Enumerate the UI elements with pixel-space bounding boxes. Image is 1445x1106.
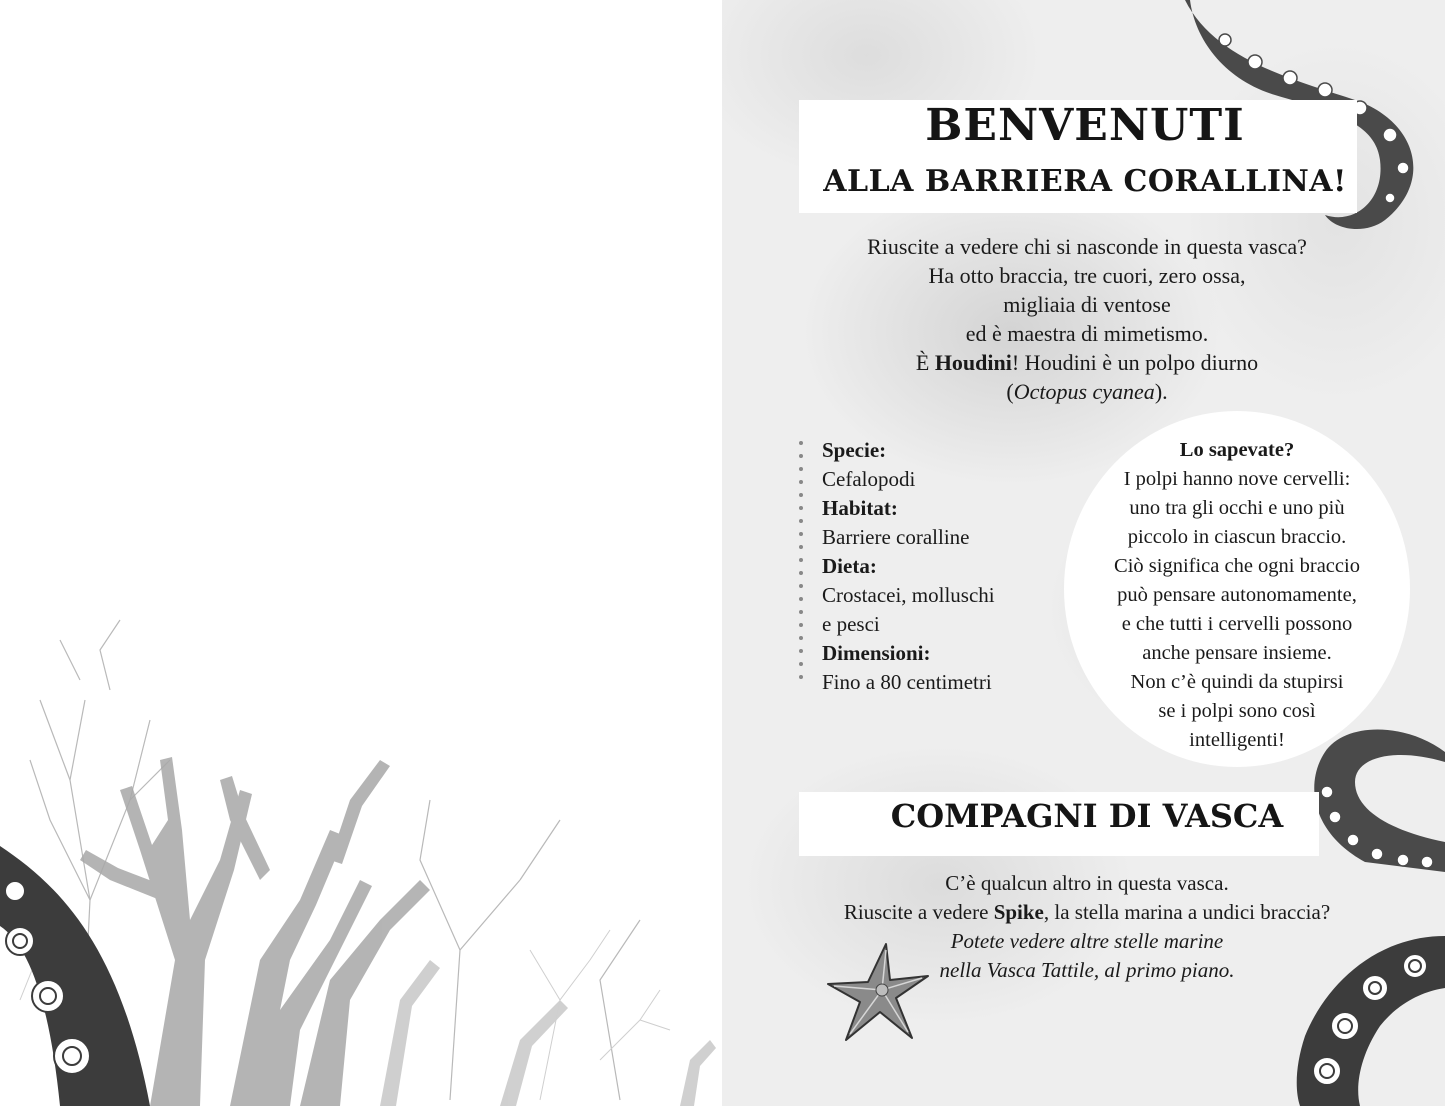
houdini-name: Houdini: [934, 350, 1012, 375]
species-latin-name: Octopus cyanea: [1013, 379, 1155, 404]
octopus-tentacle-icon: [0, 806, 200, 1106]
fact-label: Dimensioni:: [822, 641, 931, 665]
fact-value: Barriere coralline: [822, 525, 970, 549]
tankmates-title: COMPAGNI DI VASCA: [890, 797, 1284, 835]
starfish-icon: [824, 940, 934, 1050]
intro-paragraph: Riuscite a vedere chi si nasconde in questa vasca? Ha otto braccia, tre cuori, zero ossa, migliaia di ventose ed è maestra di mimetismo. È Houdini! Houdini è un polpo diurno (Octopus cyanea).: [867, 234, 1307, 404]
left-page: [0, 0, 722, 1106]
fact-value: e pesci: [822, 612, 880, 636]
fact-value: Cefalopodi: [822, 467, 916, 491]
facts-list: [822, 436, 1062, 697]
octopus-tentacle-icon: [1265, 926, 1445, 1106]
fact-label: Habitat:: [822, 496, 898, 520]
did-you-know-text: Lo sapevate? I polpi hanno nove cervelli: uno tra gli occhi e uno più piccolo in ciascun braccio. Ciò significa che ogni braccio può pensare autonomamente, e che tutti i cervelli possono anche pensare insieme. Non c’è quindi da stupirsi se i polpi sono così intelligenti!: [1072, 436, 1402, 755]
right-page: [722, 0, 1445, 1106]
fact-label: Dieta:: [822, 554, 877, 578]
tankmates-paragraph: C’è qualcun altro in questa vasca. Riuscite a vedere Spike, la stella marina a undici braccia? Potete vedere altre stelle marine nella Vasca Tattile, al primo piano.: [843, 871, 1331, 982]
did-you-know-heading: Lo sapevate?: [1179, 439, 1295, 461]
page-title: BENVENUTI: [925, 100, 1245, 151]
spike-name: Spike: [993, 900, 1044, 924]
dotted-divider: [798, 440, 804, 690]
fact-value: Crostacei, molluschi: [822, 583, 995, 607]
fact-value: Fino a 80 centimetri: [822, 670, 992, 694]
page-subtitle: ALLA BARRIERA CORALLINA!: [823, 164, 1347, 199]
fact-label: Specie:: [822, 438, 887, 462]
